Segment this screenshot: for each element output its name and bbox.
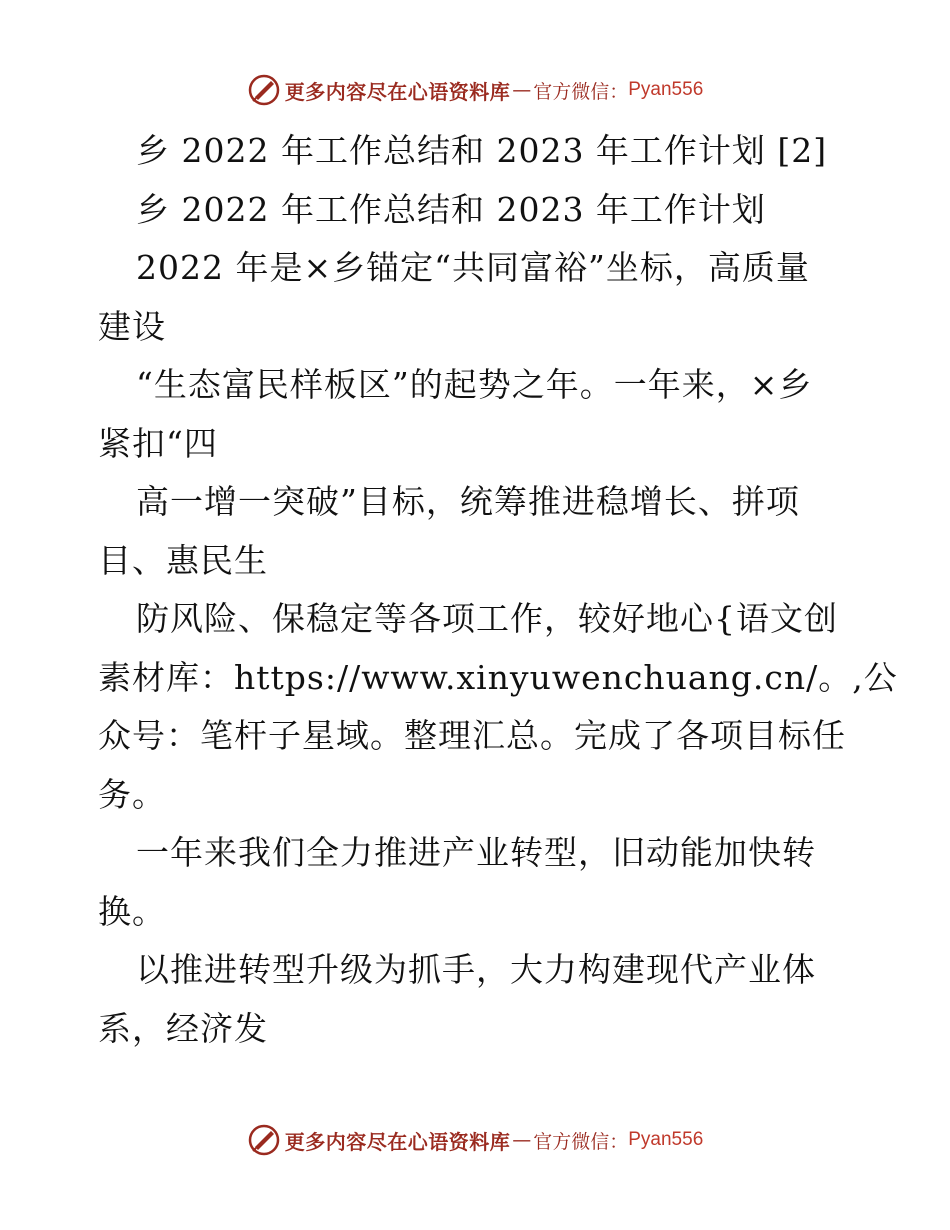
paragraph-line: “生态富民样板区”的起势之年。一年来，×乡 [136,365,813,404]
watermark-separator: — [512,1129,532,1151]
watermark-site-text: 更多内容尽在心语资料库 [284,1129,511,1154]
paragraph-line: 建设 [98,306,166,346]
document-body [98,122,898,1058]
watermark-separator: — [512,79,532,101]
paragraph-line: 防风险、保稳定等各项工作，较好地心{语文创 [136,599,838,638]
watermark-site-text: 更多内容尽在心语资料库 [284,79,511,104]
paragraph-line: 换。 [98,891,166,931]
document-subtitle: 乡 2022 年工作总结和 2023 年工作计划 [136,189,766,229]
header-watermark-banner [0,72,950,108]
quill-pen-icon [247,73,281,107]
paragraph-line: 众号：笔杆子星域。整理汇总。完成了各项目标任 [98,716,846,755]
footer-watermark-banner [0,1122,950,1158]
quill-pen-icon [247,1123,281,1157]
paragraph-line: 目、惠民生 [98,540,268,580]
paragraph-line: 以推进转型升级为抓手，大力构建现代产业体 [136,950,816,989]
watermark-contact-label: 官方微信： [533,1130,629,1153]
paragraph-line: 一年来我们全力推进产业转型，旧动能加快转 [136,833,816,872]
paragraph-line: 务。 [98,774,166,814]
watermark-contact-label: 官方微信： [533,80,629,103]
paragraph-line: 高一增一突破”目标，统筹推进稳增长、拼项 [136,482,800,521]
document-title: 乡 2022 年工作总结和 2023 年工作计划 [2] [136,131,828,170]
watermark-wechat-id: Pyan556 [628,79,704,100]
paragraph-line: 素材库：https://www.xinyuwenchuang.cn/。,公 [98,657,898,697]
paragraph-line: 系，经济发 [98,1008,268,1048]
watermark-wechat-id: Pyan556 [628,1129,704,1150]
paragraph-line: 2022 年是×乡锚定“共同富裕”坐标，高质量 [136,248,810,287]
paragraph-line: 紧扣“四 [98,423,218,463]
